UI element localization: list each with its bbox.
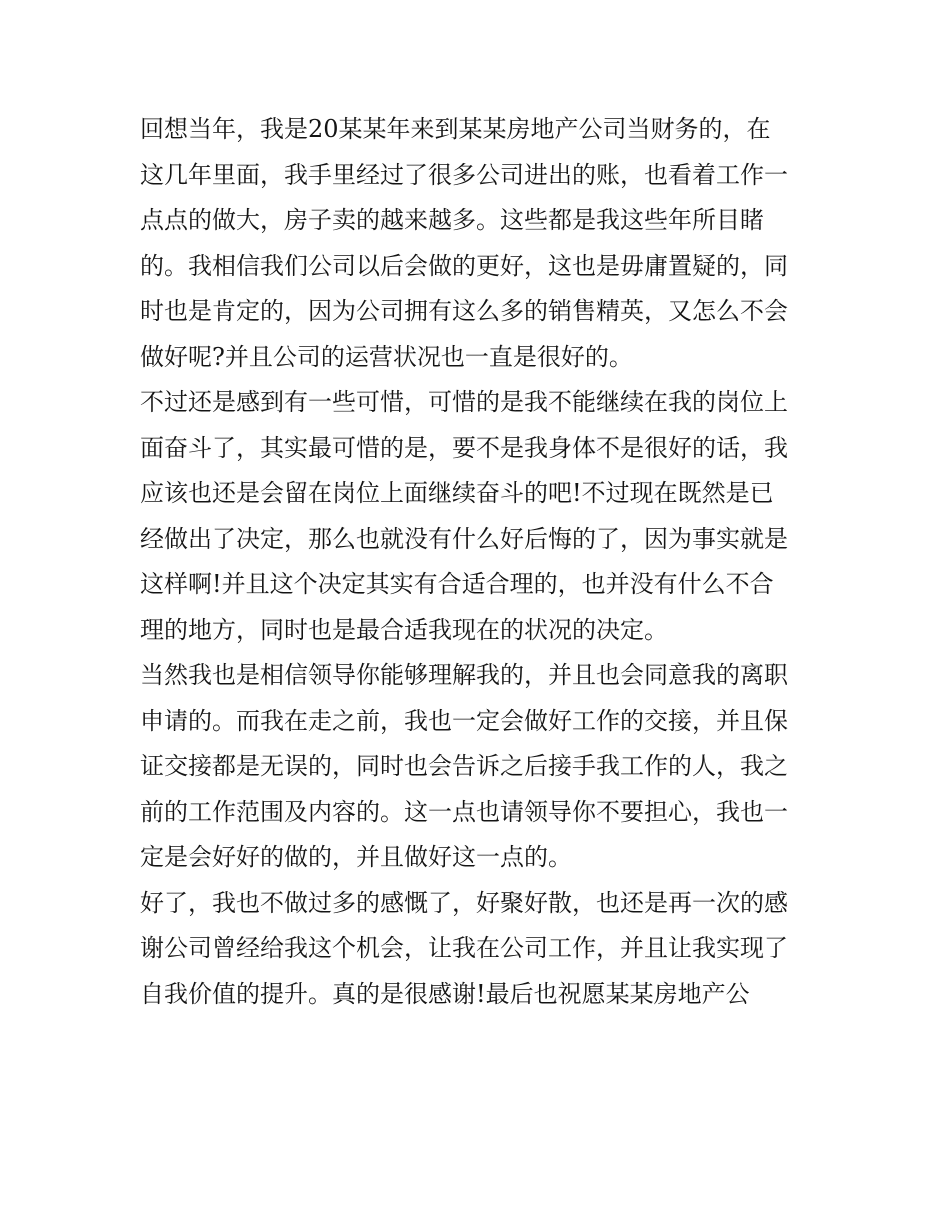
text-line: 应该也还是会留在岗位上面继续奋斗的吧!不过现在既然是已: [140, 479, 774, 507]
text-line: 自我价值的提升。真的是很感谢!最后也祝愿某某房地产公: [140, 979, 750, 1008]
document-body: [140, 107, 820, 1017]
paragraph-2: [140, 380, 820, 653]
text-line: 证交接都是无误的，同时也会告诉之后接手我工作的人，我之: [140, 752, 788, 780]
paragraph-3: [140, 653, 820, 881]
text-line: 理的地方，同时也是最合适我现在的状况的决定。: [140, 615, 668, 644]
text-line: 做好呢?并且公司的运营状况也一直是很好的。: [140, 342, 633, 371]
text-line: 时也是肯定的，因为公司拥有这么多的销售精英，又怎么不会: [140, 297, 788, 325]
paragraph-4: [140, 881, 820, 1018]
text-line: 面奋斗了，其实最可惜的是，要不是我身体不是很好的话，我: [140, 433, 788, 462]
text-line: 谢公司曾经给我这个机会，让我在公司工作，并且让我实现了: [140, 934, 788, 962]
paragraph-1: [140, 107, 820, 380]
text-line: 申请的。而我在走之前，我也一定会做好工作的交接，并且保: [140, 706, 788, 735]
text-line: 不过还是感到有一些可惜，可惜的是我不能继续在我的岗位上: [140, 388, 788, 416]
text-line: 经做出了决定，那么也就没有什么好后悔的了，因为事实就是: [140, 524, 788, 553]
text-line: 当然我也是相信领导你能够理解我的，并且也会同意我的离职: [140, 661, 788, 689]
text-line: 点点的做大，房子卖的越来越多。这些都是我这些年所目睹: [140, 206, 764, 234]
text-line: 的。我相信我们公司以后会做的更好，这也是毋庸置疑的，同: [140, 251, 788, 280]
text-line: 前的工作范围及内容的。这一点也请领导你不要担心，我也一: [140, 797, 788, 826]
text-line: 回想当年，我是20某某年来到某某房地产公司当财务的，在: [140, 115, 771, 143]
text-line: 好了，我也不做过多的感慨了，好聚好散，也还是再一次的感: [140, 888, 788, 917]
text-line: 定是会好好的做的，并且做好这一点的。: [140, 843, 572, 871]
text-line: 这样啊!并且这个决定其实有合适合理的，也并没有什么不合: [140, 570, 774, 598]
text-line: 这几年里面，我手里经过了很多公司进出的账，也看着工作一: [140, 160, 788, 189]
